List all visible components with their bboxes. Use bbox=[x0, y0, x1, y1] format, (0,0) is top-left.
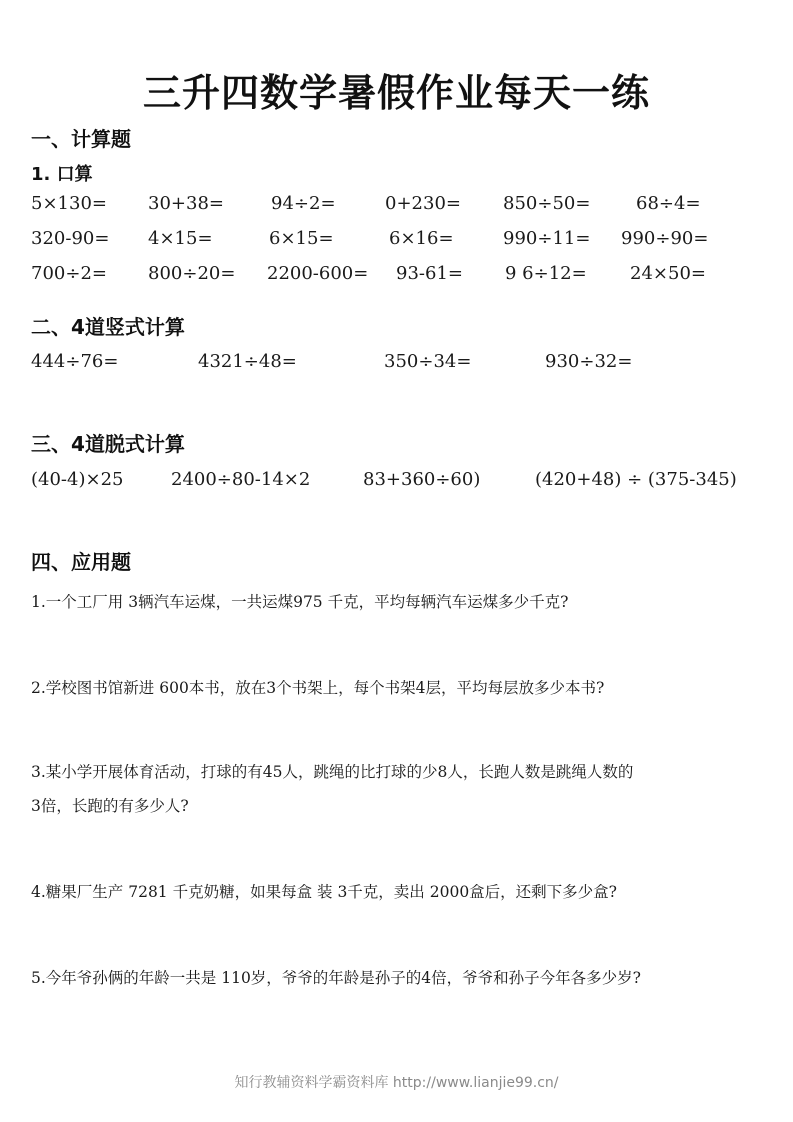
word-problem: 3.某小学开展体育活动，打球的有45人，跳绳的比打球的少8人，长跑人数是跳绳人数的 bbox=[31, 763, 634, 781]
vertical-calc-item: 4321÷48= bbox=[198, 351, 297, 372]
mental-math-item: 800÷20= bbox=[148, 263, 236, 284]
mental-math-item: 6×16= bbox=[389, 228, 454, 249]
mental-math-item: 93-61= bbox=[396, 263, 463, 284]
section-heading-word-problems: 四、应用题 bbox=[31, 550, 131, 574]
mental-math-item: 700÷2= bbox=[31, 263, 107, 284]
mental-math-item: 5×130= bbox=[31, 193, 107, 214]
word-problem: 4.糖果厂生产 7281 千克奶糖，如果每盒 装 3千克，卖出 2000盒后，还剩下多少盒? bbox=[31, 883, 617, 901]
step-calc-item: 83+360÷60) bbox=[363, 469, 481, 490]
mental-math-item: 68÷4= bbox=[636, 193, 701, 214]
mental-math-item: 990÷90= bbox=[621, 228, 709, 249]
vertical-calc-item: 930÷32= bbox=[545, 351, 633, 372]
mental-math-item: 850÷50= bbox=[503, 193, 591, 214]
mental-math-item: 320-90= bbox=[31, 228, 110, 249]
section-heading-step-calc: 三、4道脱式计算 bbox=[31, 432, 185, 456]
word-problem: 5.今年爷孙俩的年龄一共是 110岁，爷爷的年龄是孙子的4倍，爷爷和孙子今年各多少岁? bbox=[31, 969, 641, 987]
mental-math-item: 9 6÷12= bbox=[505, 263, 587, 284]
section-heading-calculation: 一、计算题 bbox=[31, 127, 131, 151]
footer-watermark: 知行教辅资料学霸资料库 http://www.lianjie99.cn/ bbox=[234, 1075, 559, 1091]
mental-math-item: 4×15= bbox=[148, 228, 213, 249]
word-problem: 2.学校图书馆新进 600本书，放在3个书架上，每个书架4层，平均每层放多少本书? bbox=[31, 679, 605, 697]
mental-math-item: 0+230= bbox=[385, 193, 461, 214]
sub-heading-mental-math: 1. 口算 bbox=[31, 164, 93, 185]
step-calc-item: (420+48) ÷ (375-345) bbox=[535, 469, 737, 490]
vertical-calc-item: 444÷76= bbox=[31, 351, 119, 372]
mental-math-item: 990÷11= bbox=[503, 228, 591, 249]
page-title: 三升四数学暑假作业每天一练 bbox=[142, 71, 650, 115]
mental-math-item: 2200-600= bbox=[267, 263, 369, 284]
mental-math-item: 30+38= bbox=[148, 193, 224, 214]
vertical-calc-item: 350÷34= bbox=[384, 351, 472, 372]
step-calc-item: 2400÷80-14×2 bbox=[171, 469, 311, 490]
mental-math-item: 24×50= bbox=[630, 263, 706, 284]
step-calc-item: (40-4)×25 bbox=[31, 469, 124, 490]
word-problem: 1.一个工厂用 3辆汽车运煤，一共运煤975 千克，平均每辆汽车运煤多少千克? bbox=[31, 593, 569, 611]
mental-math-item: 6×15= bbox=[269, 228, 334, 249]
mental-math-item: 94÷2= bbox=[271, 193, 336, 214]
section-heading-vertical-calc: 二、4道竖式计算 bbox=[31, 315, 185, 339]
word-problem-continued: 3倍，长跑的有多少人? bbox=[31, 797, 189, 815]
